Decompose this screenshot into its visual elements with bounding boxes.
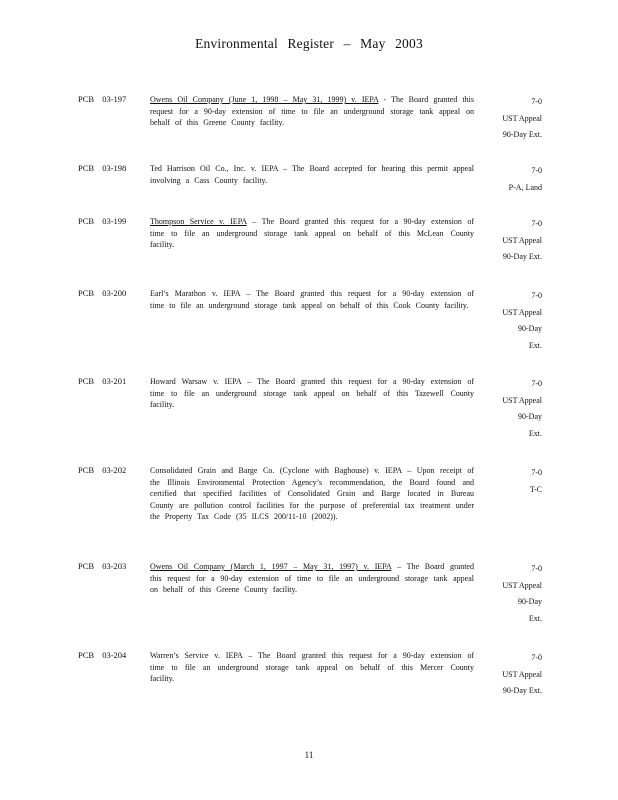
case-number: PCB 03-197 bbox=[78, 94, 127, 104]
entry-description bbox=[150, 216, 474, 251]
case-subtype: 90-Day bbox=[518, 597, 542, 606]
case-caption: Owens Oil Company (June 1, 1998 – May 31, 1999) v. IEPA bbox=[150, 95, 379, 104]
entry-disposition bbox=[488, 465, 542, 498]
entry-text: Howard Warsaw v. IEPA – The Board granted this request for a 90-day extension of time to file an underground storage tank appeal on behalf of this Tazewell County facility. bbox=[150, 377, 474, 409]
vote-tally: 7-0 bbox=[531, 379, 542, 388]
entry-disposition bbox=[488, 94, 542, 144]
entry-disposition bbox=[488, 216, 542, 266]
vote-tally: 7-0 bbox=[531, 564, 542, 573]
case-type: UST Appeal bbox=[502, 235, 542, 245]
entry-text: Warren’s Service v. IEPA – The Board granted this request for a 90-day extension of time to file an underground storage tank appeal on behalf of this Mercer County facility. bbox=[150, 651, 474, 683]
case-subtype: 90-Day Ext. bbox=[502, 130, 542, 139]
entry-disposition bbox=[488, 163, 542, 196]
entry-description bbox=[150, 288, 474, 311]
case-type: P-A, Land bbox=[508, 182, 542, 192]
vote-tally: 7-0 bbox=[531, 468, 542, 477]
entry-description bbox=[150, 94, 474, 129]
entry-disposition bbox=[488, 288, 542, 354]
entry-description bbox=[150, 376, 474, 411]
case-caption: Owens Oil Company (March 1, 1997 – May 31, 1997) v. IEPA bbox=[150, 562, 392, 571]
entry-text: Ted Harrison Oil Co., Inc. v. IEPA – The Board accepted for hearing this permit appeal involving a Cass County facility. bbox=[150, 164, 474, 185]
page-number: 11 bbox=[304, 750, 314, 760]
case-number: PCB 03-201 bbox=[78, 376, 127, 386]
vote-tally: 7-0 bbox=[531, 653, 542, 662]
case-caption: Thompson Service v. IEPA bbox=[150, 217, 247, 226]
case-type: UST Appeal bbox=[502, 395, 542, 405]
case-subtype-suffix: Ext. bbox=[528, 340, 542, 350]
entry-text: – The Board granted this request for a 90-day extension of time to file an underground storage tank appeal on behalf of this McLean County facility. bbox=[150, 217, 474, 249]
entry-text: Earl’s Marathon v. IEPA – The Board granted this request for a 90-day extension of time to file an underground storage tank appeal on behalf of this Cook County facility. bbox=[150, 289, 474, 310]
case-type: UST Appeal bbox=[502, 113, 542, 123]
case-number: PCB 03-202 bbox=[78, 465, 127, 475]
entry-description bbox=[150, 561, 474, 596]
entry-text: – The Board granted this request for a 90-day extension of time to file an underground storage tank appeal on behalf of this Greene County facility. bbox=[150, 562, 474, 594]
entry-description bbox=[150, 163, 474, 186]
entry-text: Consolidated Grain and Barge Co. (Cyclone with Baghouse) v. IEPA – Upon receipt of the Illinois Environmental Protection Agency’s recommendation, the Board found and certified that specified facilities of Consolidated Grain and Barge located in Bureau County are pollution control facilities for the purpose of preferential tax treatment under the Property Tax Code (35 ILCS 200/11-10 (2002)). bbox=[150, 466, 474, 521]
entry-disposition bbox=[488, 561, 542, 627]
case-number: PCB 03-203 bbox=[78, 561, 127, 571]
page-title: Environmental Register – May 2003 bbox=[195, 36, 423, 51]
case-subtype: 90-Day Ext. bbox=[502, 686, 542, 695]
case-subtype-suffix: Ext. bbox=[528, 428, 542, 438]
vote-tally: 7-0 bbox=[531, 291, 542, 300]
entry-text: - The Board granted this request for a 90-day extension of time to file an underground storage tank appeal on behalf of this Greene County facility. bbox=[150, 95, 474, 127]
case-number: PCB 03-199 bbox=[78, 216, 127, 226]
case-type: UST Appeal bbox=[502, 580, 542, 590]
case-subtype-suffix: Ext. bbox=[528, 613, 542, 623]
case-number: PCB 03-200 bbox=[78, 288, 127, 298]
case-number: PCB 03-198 bbox=[78, 163, 127, 173]
case-type: T-C bbox=[529, 484, 542, 494]
case-number: PCB 03-204 bbox=[78, 650, 127, 660]
case-subtype: 90-Day Ext. bbox=[502, 252, 542, 261]
entry-description bbox=[150, 650, 474, 685]
vote-tally: 7-0 bbox=[531, 166, 542, 175]
case-subtype: 90-Day bbox=[518, 324, 542, 333]
case-subtype: 90-Day bbox=[518, 412, 542, 421]
vote-tally: 7-0 bbox=[531, 219, 542, 228]
case-type: UST Appeal bbox=[502, 669, 542, 679]
vote-tally: 7-0 bbox=[531, 97, 542, 106]
entry-description bbox=[150, 465, 474, 523]
entry-disposition bbox=[488, 376, 542, 442]
entry-disposition bbox=[488, 650, 542, 700]
case-type: UST Appeal bbox=[502, 307, 542, 317]
